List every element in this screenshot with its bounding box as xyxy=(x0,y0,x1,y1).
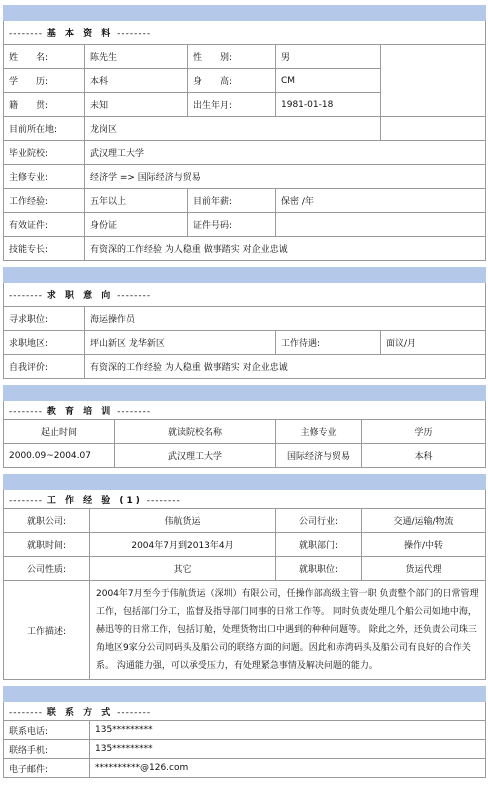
email-label: 电子邮件: xyxy=(4,759,90,778)
id-type-value: 身份证 xyxy=(85,213,188,237)
work-time-label: 就职时间: xyxy=(4,533,90,557)
job-title-label: 就职职位: xyxy=(276,557,362,581)
education-table xyxy=(3,385,486,468)
contact-table xyxy=(3,686,486,778)
section-title-work: -------- 工 作 经 验 (1) -------- xyxy=(4,490,486,509)
school-label: 毕业院校: xyxy=(4,141,85,165)
empty-cell xyxy=(381,117,486,141)
area-label: 求职地区: xyxy=(4,331,85,355)
work-table xyxy=(3,474,486,680)
section-title-intent: -------- 求 职 意 向 -------- xyxy=(4,283,486,307)
company-value: 伟航货运 xyxy=(90,509,276,533)
pay-value: 面议/月 xyxy=(381,331,486,355)
position-label: 寻求职位: xyxy=(4,307,85,331)
section-bar xyxy=(4,687,486,702)
major-value: 经济学 => 国际经济与贸易 xyxy=(85,165,486,189)
gender-label: 性 别: xyxy=(188,45,276,69)
job-title-value: 货运代理 xyxy=(362,557,486,581)
gender-value: 男 xyxy=(276,45,381,69)
height-value: CM xyxy=(276,69,381,93)
salary-value: 保密 /年 xyxy=(276,189,486,213)
location-label: 目前所在地: xyxy=(4,117,85,141)
edu-degree: 本科 xyxy=(362,444,486,468)
dept-value: 操作/中转 xyxy=(362,533,486,557)
major-label: 主修专业: xyxy=(4,165,85,189)
experience-value: 五年以上 xyxy=(85,189,188,213)
self-eval-value: 有资深的工作经验 为人稳重 做事踏实 对企业忠诚 xyxy=(85,355,486,379)
dept-label: 就职部门: xyxy=(276,533,362,557)
company-type-label: 公司性质: xyxy=(4,557,90,581)
position-value: 海运操作员 xyxy=(85,307,486,331)
mobile-value: 135********* xyxy=(90,740,486,759)
salary-label: 目前年薪: xyxy=(188,189,276,213)
section-bar xyxy=(4,268,486,283)
work-desc-value: 2004年7月至今于伟航货运（深圳）有限公司，任操作部高级主管一职 负责整个部门的日常管理工作，包括部门分工，监督及指导部门同事的日常工作等。 同时负责处理几个船公司如地中海，赫迅等的日常工作，包括订舱，处理货物出口中遇到的种种问题等。 除此之外，还负责公司珠三角地区9家分公司同码头及船公司的联络方面的问题。因此和赤湾码头及船公司有良好的合作关系。 沟通能力强，可以承受压力，有处理紧急事情及解决问题的能力。 xyxy=(90,581,486,680)
school-value: 武汉理工大学 xyxy=(85,141,486,165)
experience-label: 工作经验: xyxy=(4,189,85,213)
education-label: 学 历: xyxy=(4,69,85,93)
mobile-label: 联络手机: xyxy=(4,740,90,759)
edu-school: 武汉理工大学 xyxy=(115,444,276,468)
area-value: 坪山新区 龙华新区 xyxy=(85,331,276,355)
location-value: 龙岗区 xyxy=(85,117,381,141)
phone-label: 联系电话: xyxy=(4,721,90,740)
photo-area xyxy=(381,45,486,117)
header-school: 就读院校名称 xyxy=(115,420,276,444)
birth-value: 1981-01-18 xyxy=(276,93,381,117)
company-type-value: 其它 xyxy=(90,557,276,581)
id-type-label: 有效证件: xyxy=(4,213,85,237)
origin-value: 未知 xyxy=(85,93,188,117)
email-value[interactable]: **********@126.com xyxy=(90,759,486,778)
resume xyxy=(3,5,485,778)
name-label: 姓 名: xyxy=(4,45,85,69)
header-degree: 学历 xyxy=(362,420,486,444)
header-major: 主修专业 xyxy=(276,420,362,444)
name-value: 陈先生 xyxy=(85,45,188,69)
company-label: 就职公司: xyxy=(4,509,90,533)
section-title-education: -------- 教 育 培 训 -------- xyxy=(4,401,486,420)
birth-label: 出生年月: xyxy=(188,93,276,117)
phone-value: 135********* xyxy=(90,721,486,740)
self-eval-label: 自我评价: xyxy=(4,355,85,379)
edu-period: 2000.09~2004.07 xyxy=(4,444,115,468)
industry-value: 交通/运输/物流 xyxy=(362,509,486,533)
work-time-value: 2004年7月到2013年4月 xyxy=(90,533,276,557)
section-bar xyxy=(4,386,486,401)
pay-label: 工作待遇: xyxy=(276,331,381,355)
section-title-basic: -------- 基 本 资 料 -------- xyxy=(4,21,486,45)
section-bar xyxy=(4,6,486,21)
intent-table xyxy=(3,267,486,379)
work-desc-label: 工作描述: xyxy=(4,581,90,680)
skill-value: 有资深的工作经验 为人稳重 做事踏实 对企业忠诚 xyxy=(85,237,486,261)
section-title-contact: -------- 联 系 方 式 -------- xyxy=(4,702,486,721)
origin-label: 籍 贯: xyxy=(4,93,85,117)
education-value: 本科 xyxy=(85,69,188,93)
section-bar xyxy=(4,475,486,490)
height-label: 身 高: xyxy=(188,69,276,93)
id-number-label: 证件号码: xyxy=(188,213,276,237)
skill-label: 技能专长: xyxy=(4,237,85,261)
basic-info-table xyxy=(3,5,486,261)
edu-major: 国际经济与贸易 xyxy=(276,444,362,468)
header-period: 起止时间 xyxy=(4,420,115,444)
industry-label: 公司行业: xyxy=(276,509,362,533)
id-number-value xyxy=(276,213,486,237)
